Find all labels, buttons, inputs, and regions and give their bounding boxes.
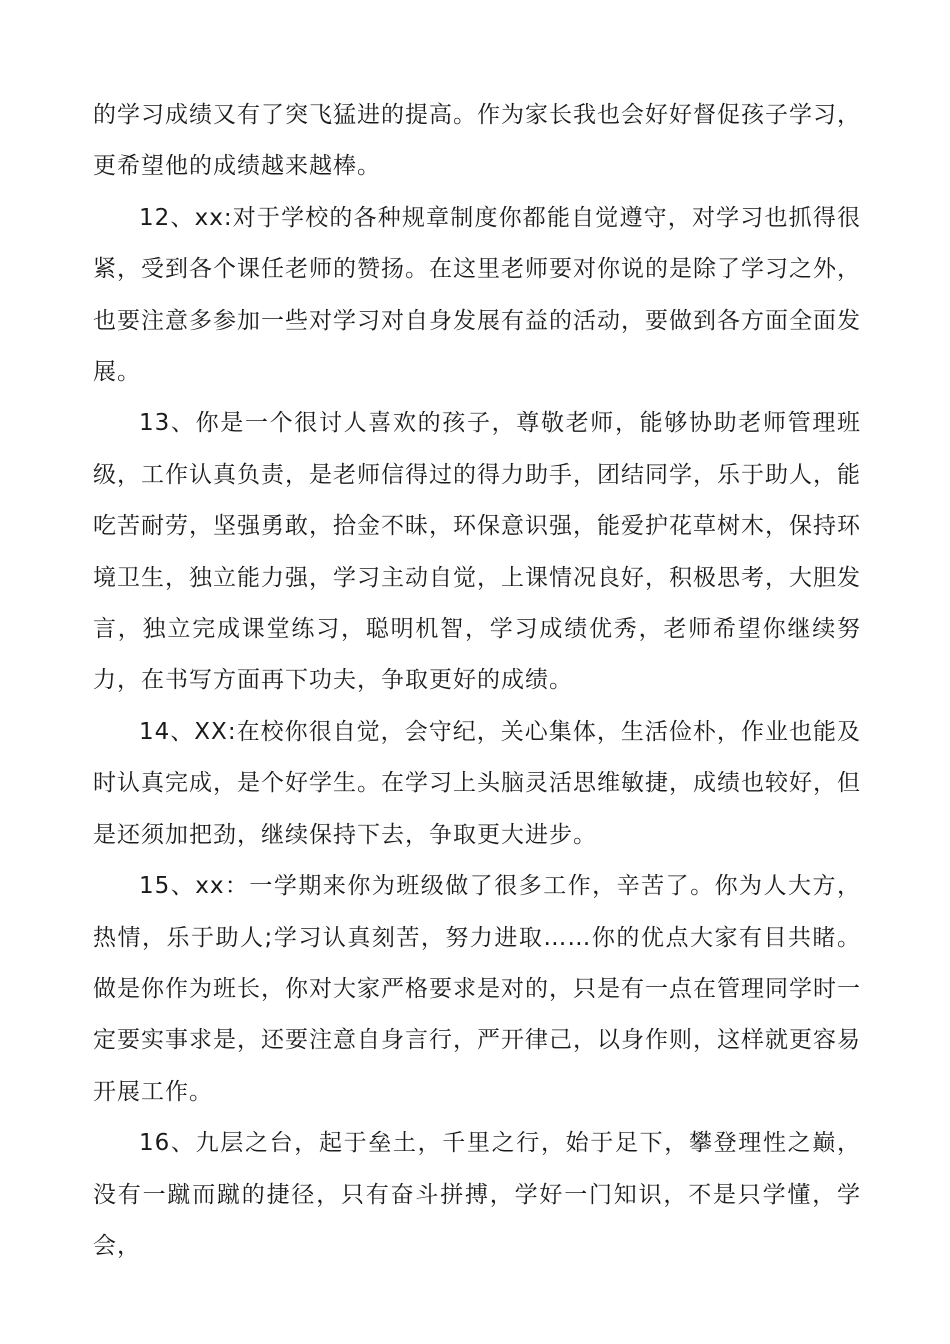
paragraph-14: 14、XX:在校你很自觉，会守纪，关心集体，生活俭朴，作业也能及时认真完成，是个好学生。在学习上头脑灵活思维敏捷，成绩也较好，但是还须加把劲，继续保持下去，争取更大进步。 <box>93 718 861 848</box>
paragraph-12: 12、xx:对于学校的各种规章制度你都能自觉遵守，对学习也抓得很紧，受到各个课任老师的赞扬。在这里老师要对你说的是除了学习之外，也要注意多参加一些对学习对自身发展有益的活动，要做到各方面全面发展。 <box>93 204 861 386</box>
paragraph-15: 15、xx：一学期来你为班级做了很多工作，辛苦了。你为人大方，热情，乐于助人;学习认真刻苦，努力进取……你的优点大家有目共睹。做是你作为班长，你对大家严格要求是对的，只是有一点在管理同学时一定要实事求是，还要注意自身言行，严开律己，以身作则，这样就更容易开展工作。 <box>93 873 861 1105</box>
paragraph-16: 16、九层之台，起于垒土，千里之行，始于足下，攀登理性之巅，没有一蹴而蹴的捷径，只有奋斗拼搏，学好一门知识，不是只学懂，学会， <box>93 1130 861 1259</box>
document-body <box>93 90 861 1272</box>
paragraph-13: 13、你是一个很讨人喜欢的孩子，尊敬老师，能够协助老师管理班级，工作认真负责，是老师信得过的得力助手，团结同学，乐于助人，能吃苦耐劳，坚强勇敢，拾金不昧，环保意识强，能爱护花草树木，保持环境卫生，独立能力强，学习主动自觉，上课情况良好，积极思考，大胆发言，独立完成课堂练习，聪明机智，学习成绩优秀，老师希望你继续努力，在书写方面再下功夫，争取更好的成绩。 <box>93 410 861 694</box>
paragraph-11-continuation: 的学习成绩又有了突飞猛进的提高。作为家长我也会好好督促孩子学习，更希望他的成绩越来越棒。 <box>93 102 861 180</box>
